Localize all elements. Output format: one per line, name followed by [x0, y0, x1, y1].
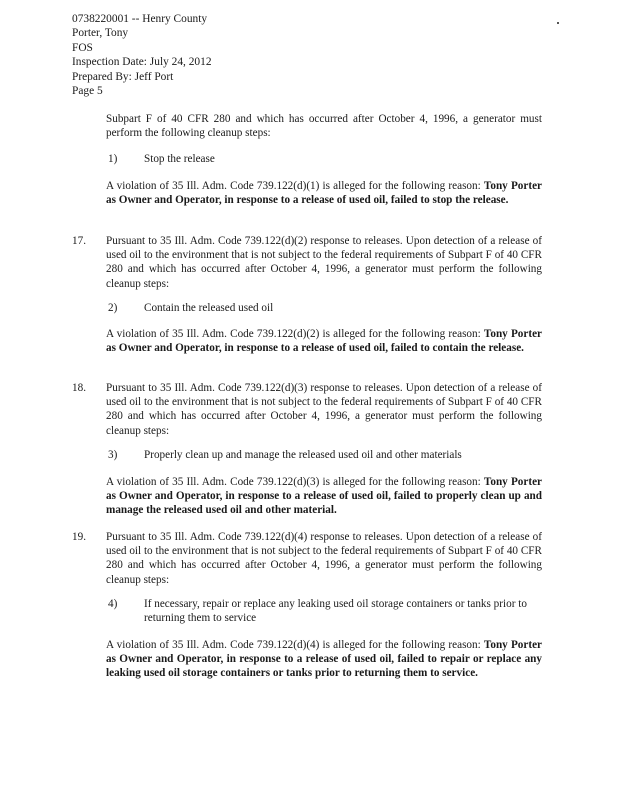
step-number: 3)	[108, 449, 118, 461]
violation-reason: Tony Porter as Owner and Operator, in response to a release of used oil, failed to stop the release.	[106, 180, 542, 207]
violation-lead: A violation of 35 Ill. Adm. Code 739.122(d)(2) is alleged for the following reason:	[106, 328, 484, 340]
step-number: 1)	[108, 153, 118, 165]
violation-statement	[106, 638, 542, 681]
item-paragraph: Pursuant to 35 Ill. Adm. Code 739.122(d)(2) response to releases. Upon detection of a release of used oil to the environment that is not subject to the federal requirements of Subpart F of 40 CFR 280 and which has occurred after October 4, 1996, a generator must perform the following cleanup steps:	[106, 235, 542, 290]
step-text: Contain the released used oil	[144, 302, 274, 314]
step-text: Stop the release	[144, 153, 215, 165]
violation-statement	[106, 327, 542, 355]
violation-statement	[106, 179, 542, 207]
header-prepared-by: Prepared By: Jeff Port	[72, 70, 174, 83]
violation-lead: A violation of 35 Ill. Adm. Code 739.122(d)(1) is alleged for the following reason:	[106, 180, 484, 192]
item-number: 17.	[72, 235, 86, 247]
step-number: 4)	[108, 598, 118, 610]
step-number: 2)	[108, 302, 118, 314]
violation-reason: Tony Porter as Owner and Operator, in response to a release of used oil, failed to repair or replace any leaking used oil storage containers or tanks prior to returning them to service.	[106, 639, 542, 680]
violation-reason: Tony Porter as Owner and Operator, in response to a release of used oil, failed to properly clean up and manage the released used oil and other material.	[106, 476, 542, 517]
step-text: If necessary, repair or replace any leaking used oil storage containers or tanks prior to returning them to service	[144, 598, 527, 625]
item-number: 19.	[72, 531, 86, 543]
paragraph-continuation: Subpart F of 40 CFR 280 and which has occurred after October 4, 1996, a generator must perform the following cleanup steps:	[106, 113, 542, 140]
header-fos-line: FOS	[72, 41, 93, 54]
violation-lead: A violation of 35 Ill. Adm. Code 739.122(d)(3) is alleged for the following reason:	[106, 476, 484, 488]
step-text: Properly clean up and manage the released used oil and other materials	[144, 449, 462, 461]
violation-reason: Tony Porter as Owner and Operator, in response to a release of used oil, failed to contain the release.	[106, 328, 542, 355]
header-name-line: Porter, Tony	[72, 27, 129, 40]
item-number: 18.	[72, 382, 86, 394]
header-case-line: 0738220001 -- Henry County	[72, 13, 208, 25]
violation-lead: A violation of 35 Ill. Adm. Code 739.122(d)(4) is alleged for the following reason:	[106, 639, 484, 651]
page-header	[72, 12, 212, 98]
scan-speck	[557, 22, 559, 24]
violation-statement	[106, 475, 542, 518]
header-page-number: Page 5	[72, 85, 103, 98]
header-inspection-date: Inspection Date: July 24, 2012	[72, 56, 212, 69]
item-paragraph: Pursuant to 35 Ill. Adm. Code 739.122(d)(4) response to releases. Upon detection of a release of used oil to the environment that is not subject to the federal requirements of Subpart F of 40 CFR 280 and which has occurred after October 4, 1996, a generator must perform the following cleanup steps:	[106, 531, 542, 586]
item-paragraph: Pursuant to 35 Ill. Adm. Code 739.122(d)(3) response to releases. Upon detection of a release of used oil to the environment that is not subject to the federal requirements of Subpart F of 40 CFR 280 and which has occurred after October 4, 1996, a generator must perform the following cleanup steps:	[106, 382, 542, 437]
